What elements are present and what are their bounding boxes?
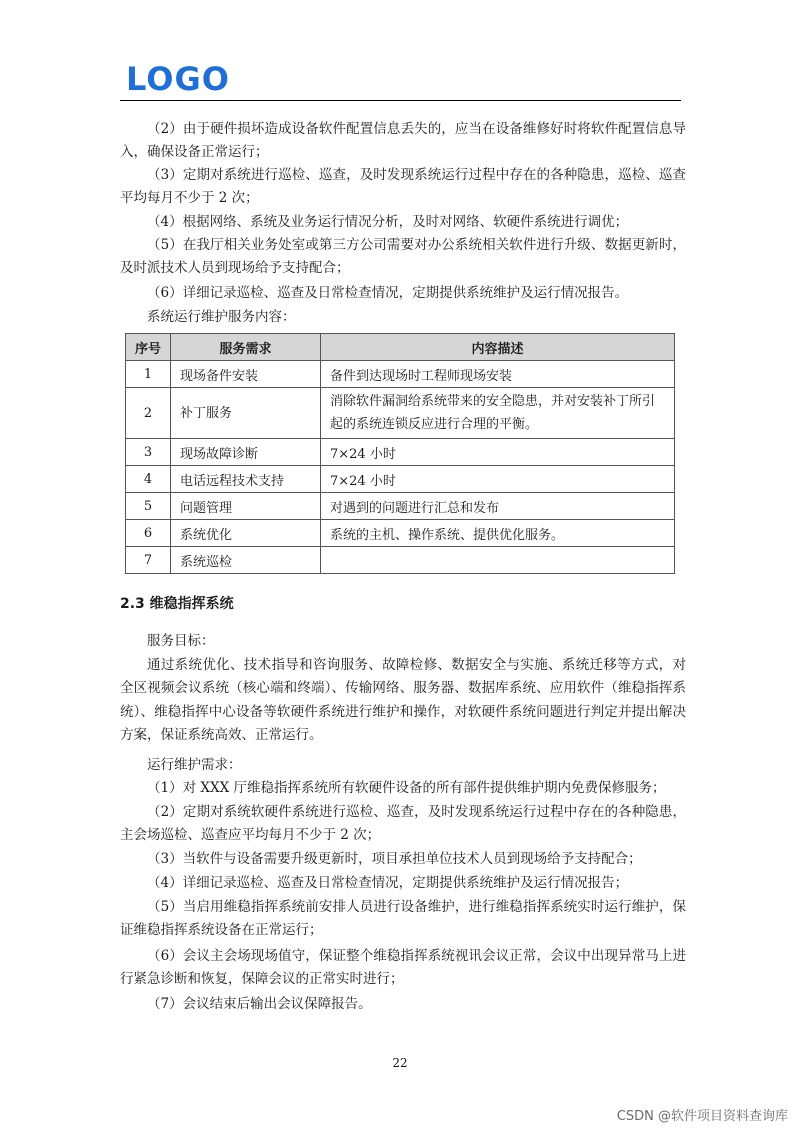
header-serial: 序号: [126, 334, 171, 361]
cell-serial: 3: [126, 439, 171, 466]
header-description: 内容描述: [321, 334, 675, 361]
need-item-1: （1）对 XXX 厅维稳指挥系统所有软硬件设备的所有部件提供维护期内免费保修服务；: [147, 780, 666, 796]
company-logo: LOGO: [126, 60, 230, 98]
paragraph-item-6: （6）详细记录巡检、巡查及日常检查情况，定期提供系统维护及运行情况报告。: [147, 285, 629, 301]
cell-service: 系统巡检: [171, 547, 321, 574]
cell-description: 消除软件漏洞给系统带来的安全隐患，并对安装补丁所引起的系统连锁反应进行合理的平衡。: [321, 388, 675, 439]
maintenance-needs-label: 运行维护需求：: [147, 757, 242, 773]
table-row: [126, 520, 675, 547]
table-caption: 系统运行维护服务内容：: [147, 309, 296, 325]
cell-service: 现场故障诊断: [171, 439, 321, 466]
need-item-3: （3）当软件与设备需要升级更新时，项目承担单位技术人员到现场给予支持配合；: [147, 851, 642, 867]
csdn-watermark: CSDN @软件项目资料查询库: [616, 1109, 788, 1124]
cell-description: 系统的主机、操作系统、提供优化服务。: [321, 520, 675, 547]
cell-service: 电话远程技术支持: [171, 466, 321, 493]
service-goal-text: 通过系统优化、技术指导和咨询服务、故障检修、数据安全与实施、系统迁移等方式，对全区视频会议系统（核心端和终端）、传输网络、服务器、数据库系统、应用软件（维稳指挥系统）、维稳指挥中心设备等软硬件系统进行维护和操作，对软硬件系统问题进行判定并提出解决方案，保证系统高效、正常运行。: [120, 657, 686, 743]
header-service: 服务需求: [171, 334, 321, 361]
cell-serial: 7: [126, 547, 171, 574]
table-row: [126, 547, 675, 574]
header-rule: [120, 100, 681, 101]
page-number: 22: [392, 1056, 408, 1070]
cell-service: 系统优化: [171, 520, 321, 547]
table-row: [126, 493, 675, 520]
table-header-row: [126, 334, 675, 361]
cell-service: 补丁服务: [171, 388, 321, 439]
paragraph-item-5: （5）在我厅相关业务处室或第三方公司需要对办公系统相关软件进行升级、数据更新时，及时派技术人员到现场给予支持配合；: [120, 237, 686, 277]
cell-description: [321, 547, 675, 574]
cell-serial: 2: [126, 388, 171, 439]
paragraph-item-4: （4）根据网络、系统及业务运行情况分析，及时对网络、软硬件系统进行调优；: [147, 214, 629, 230]
paragraph-item-3: （3）定期对系统进行巡检、巡查，及时发现系统运行过程中存在的各种隐患，巡检、巡查平均每月不少于 2 次；: [120, 167, 686, 207]
service-content-table: [125, 333, 675, 574]
paragraph-item-2: （2）由于硬件损坏造成设备软件配置信息丢失的，应当在设备维修好时将软件配置信息导入，确保设备正常运行；: [120, 121, 686, 161]
table-row: [126, 439, 675, 466]
cell-serial: 1: [126, 361, 171, 388]
cell-description: 7×24 小时: [321, 466, 675, 493]
cell-description: 7×24 小时: [321, 439, 675, 466]
need-item-6: （6）会议主会场现场值守，保证整个维稳指挥系统视讯会议正常，会议中出现异常马上进行紧急诊断和恢复，保障会议的正常实时进行；: [120, 948, 686, 988]
table-row: [126, 466, 675, 493]
cell-serial: 4: [126, 466, 171, 493]
need-item-5: （5）当启用维稳指挥系统前安排人员进行设备维护，进行维稳指挥系统实时运行维护，保证维稳指挥系统设备在正常运行；: [120, 899, 686, 939]
need-item-4: （4）详细记录巡检、巡查及日常检查情况，定期提供系统维护及运行情况报告；: [147, 875, 629, 891]
cell-serial: 6: [126, 520, 171, 547]
cell-description: 备件到达现场时工程师现场安装: [321, 361, 675, 388]
cell-serial: 5: [126, 493, 171, 520]
cell-service: 问题管理: [171, 493, 321, 520]
section-title: 2.3 维稳指挥系统: [120, 596, 234, 612]
cell-service: 现场备件安装: [171, 361, 321, 388]
need-item-7: （7）会议结束后输出会议保障报告。: [147, 996, 372, 1012]
cell-description: 对遇到的问题进行汇总和发布: [321, 493, 675, 520]
need-item-2: （2）定期对系统软硬件系统进行巡检、巡查，及时发现系统运行过程中存在的各种隐患，主会场巡检、巡查应平均每月不少于 2 次；: [120, 804, 686, 844]
table-row: [126, 388, 675, 439]
service-goal-label: 服务目标：: [147, 633, 215, 649]
table-row: [126, 361, 675, 388]
